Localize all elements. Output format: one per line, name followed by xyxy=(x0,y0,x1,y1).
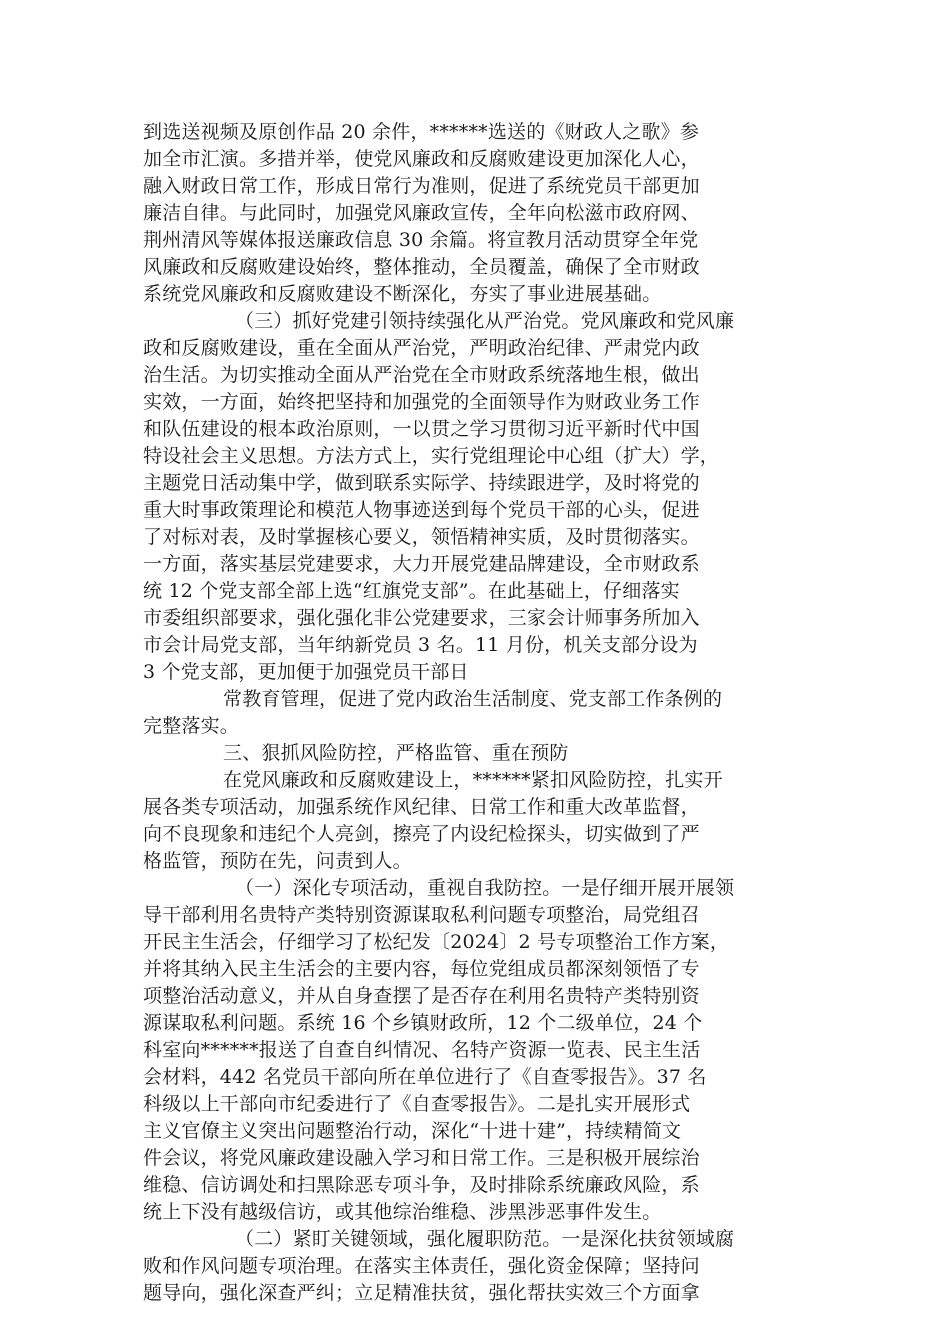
text-line: 一方面，落实基层党建要求，大力开展党建品牌建设，全市财政系 xyxy=(143,553,700,575)
text-line: 政和反腐败建设，重在全面从严治党，严明政治纪律、严肃党内政 xyxy=(143,337,700,359)
text-line: 题导向，强化深查严纠；立足精准扶贫，强化帮扶实效三个方面拿 xyxy=(143,1282,700,1304)
text-line: 源谋取私利问题。系统 16 个乡镇财政所，12 个二级单位，24 个 xyxy=(143,1012,703,1034)
text-line: 件会议，将党风廉政建设融入学习和日常工作。三是积极开展综治 xyxy=(143,1147,700,1169)
text-line: 导干部利用名贵特产类特别资源谋取私利问题专项整治，局党组召 xyxy=(143,904,700,926)
text-line: 统上下没有越级信访，或其他综治维稳、涉黑涉恶事件发生。 xyxy=(143,1201,662,1223)
text-line: 荆州清风等媒体报送廉政信息 30 余篇。将宣教月活动贯穿全年党 xyxy=(143,229,699,251)
text-line: 特设社会主义思想。方法方式上，实行党组理论中心组（扩大）学， xyxy=(143,445,720,467)
text-line: 市委组织部要求，强化强化非公党建要求，三家会计师事务所加入 xyxy=(143,607,700,629)
text-line: 格监管，预防在先，问责到人。 xyxy=(143,850,412,872)
text-line: 廉洁自律。与此同时，加强党风廉政宣传，全年向松滋市政府网、 xyxy=(143,202,700,224)
text-line: 科级以上干部向市纪委进行了《自查零报告》。二是扎实开展形式 xyxy=(143,1093,691,1115)
text-line: 科室向******报送了自查自纠情况、名特产资源一览表、民主生活 xyxy=(143,1039,701,1061)
text-line: （三）抓好党建引领持续强化从严治党。党风廉政和党风廉 xyxy=(235,310,735,332)
text-line: 展各类专项活动，加强系统作风纪律、日常工作和重大改革监督， xyxy=(143,796,700,818)
section-heading: 三、狠抓风险防控，严格监管、重在预防 xyxy=(223,742,569,764)
text-line: 会材料，442 名党员干部向所在单位进行了《自查零报告》。37 名 xyxy=(143,1066,707,1088)
text-line: 统 12 个党支部全部上选“红旗党支部”。在此基础上，仔细落实 xyxy=(143,580,680,602)
text-line: 市会计局党支部，当年纳新党员 3 名。11 月份，机关支部分设为 xyxy=(143,634,698,656)
text-line: 常教育管理，促进了党内政治生活制度、党支部工作条例的 xyxy=(223,688,723,710)
text-line: 维稳、信访调处和扫黑除恶专项斗争，及时排除系统廉政风险，系 xyxy=(143,1174,700,1196)
text-line: 完整落实。 xyxy=(143,715,240,737)
text-line: 重大时事政策理论和模范人物事迹送到每个党员干部的心头，促进 xyxy=(143,499,700,521)
text-line: 和队伍建设的根本政治原则，一以贯之学习贯彻习近平新时代中国 xyxy=(143,418,700,440)
text-line: 3 个党支部，更加便于加强党员干部日 xyxy=(143,661,469,683)
text-line: （一）深化专项活动，重视自我防控。一是仔细开展开展领 xyxy=(235,877,735,899)
text-line: 融入财政日常工作，形成日常行为准则，促进了系统党员干部更加 xyxy=(143,175,700,197)
text-line: 风廉政和反腐败建设始终，整体推动，全员覆盖，确保了全市财政 xyxy=(143,256,700,278)
text-line: 向不良现象和违纪个人亮剑，擦亮了内设纪检探头，切实做到了严 xyxy=(143,823,700,845)
text-line: 到选送视频及原创作品 20 余件，******选送的《财政人之歌》参 xyxy=(143,121,700,143)
text-line: 实效，一方面，始终把坚持和加强党的全面领导作为财政业务工作 xyxy=(143,391,700,413)
text-line: 主题党日活动集中学，做到联系实际学、持续跟进学，及时将党的 xyxy=(143,472,700,494)
text-line: 项整治活动意义，并从自身查摆了是否存在利用名贵特产类特别资 xyxy=(143,985,700,1007)
text-line: 开民主生活会，仔细学习了松纪发〔2024〕2 号专项整治工作方案， xyxy=(143,931,730,953)
text-line: 治生活。为切实推动全面从严治党在全市财政系统落地生根，做出 xyxy=(143,364,700,386)
text-line: 了对标对表，及时掌握核心要义，领悟精神实质，及时贯彻落实。 xyxy=(143,526,700,548)
text-line: 在党风廉政和反腐败建设上，******紧扣风险防控，扎实开 xyxy=(223,769,723,791)
text-line: 败和作风问题专项治理。在落实主体责任，强化资金保障；坚持问 xyxy=(143,1255,700,1277)
text-line: （二）紧盯关键领域，强化履职防范。一是深化扶贫领域腐 xyxy=(235,1228,735,1250)
text-line: 加全市汇演。多措并举，使党风廉政和反腐败建设更加深化人心， xyxy=(143,148,700,170)
text-line: 系统党风廉政和反腐败建设不断深化，夯实了事业进展基础。 xyxy=(143,283,662,305)
text-line: 主义官僚主义突出问题整治行动，深化“十进十建”，持续精简文 xyxy=(143,1120,682,1142)
text-line: 并将其纳入民主生活会的主要内容，每位党组成员都深刻领悟了专 xyxy=(143,958,700,980)
